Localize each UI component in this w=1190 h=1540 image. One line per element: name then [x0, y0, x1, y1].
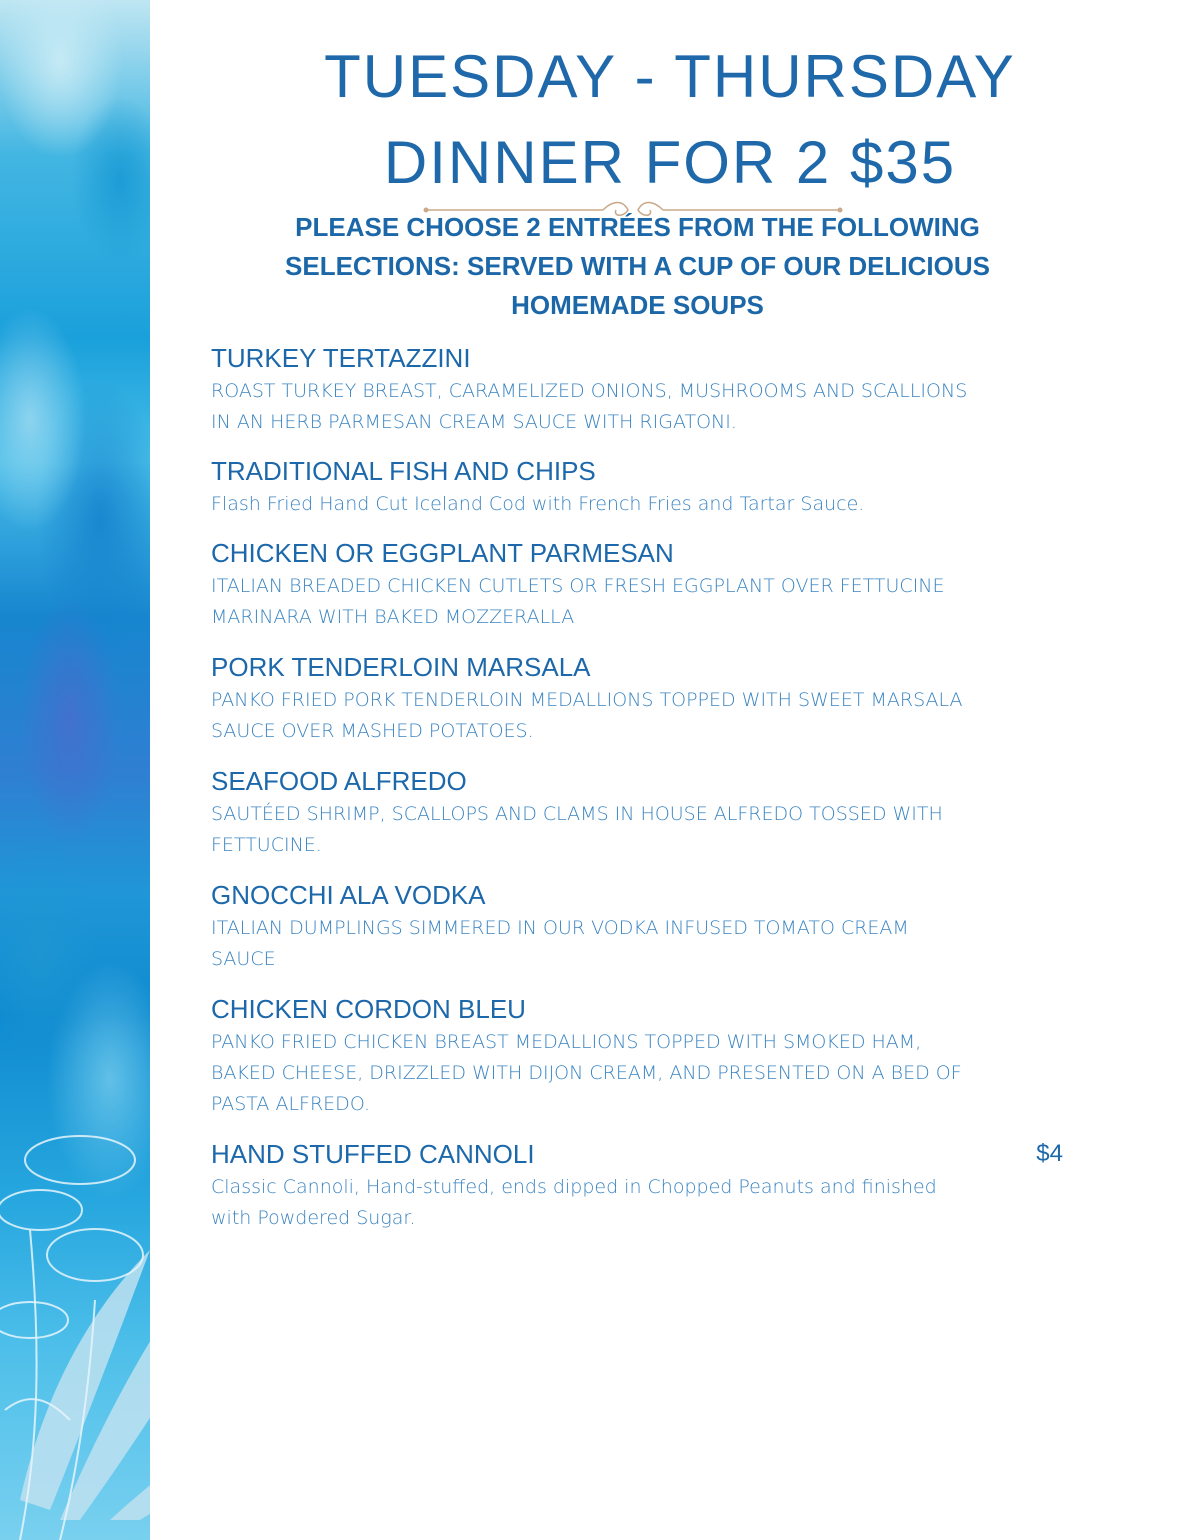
menu-item-description: Flash Fried Hand Cut Iceland Cod with French Fries and Tartar Sauce.: [211, 493, 865, 515]
menu-item-description: ROAST TURKEY BREAST, CARAMELIZED ONIONS, MUSHROOMS AND SCALLIONS IN AN HERB PARMESAN CREAM SAUCE WITH RIGATONI.: [211, 380, 968, 433]
menu-item-description: Classic Cannoli, Hand-stuffed, ends dipped in Chopped Peanuts and finished with Powdered Sugar.: [211, 1176, 937, 1229]
menu-item-price: $4: [1036, 1140, 1063, 1167]
menu-item-name: PORK TENDERLOIN MARSALA: [211, 652, 591, 682]
leaf-illustration: [0, 1080, 150, 1540]
watercolor-sidebar: [0, 0, 150, 1540]
menu-item: [211, 340, 1081, 438]
menu-item-description: ITALIAN BREADED CHICKEN CUTLETS OR FRESH EGGPLANT OVER FETTUCINE MARINARA WITH BAKED MOZZERALLA: [211, 575, 945, 628]
menu-item: [211, 535, 1081, 633]
menu-item-name: CHICKEN CORDON BLEU: [211, 994, 526, 1024]
menu-item-description: SAUTÉED SHRIMP, SCALLOPS AND CLAMS IN HOUSE ALFREDO TOSSED WITH FETTUCINE.: [211, 803, 943, 856]
menu-item-description: PANKO FRIED PORK TENDERLOIN MEDALLIONS TOPPED WITH SWEET MARSALA SAUCE OVER MASHED POTATOES.: [211, 689, 963, 742]
menu-subtitle: PLEASE CHOOSE 2 ENTRÉES FROM THE FOLLOWING SELECTIONS: SERVED WITH A CUP OF OUR DELICIOUS HOMEMADE SOUPS: [285, 212, 990, 320]
menu-item-name: SEAFOOD ALFREDO: [211, 766, 467, 796]
menu-item-name: TRADITIONAL FISH AND CHIPS: [211, 456, 596, 486]
menu-item: [211, 877, 1081, 975]
menu-item: [211, 763, 1081, 861]
menu-list: [211, 340, 1081, 1234]
page-title-line-1: TUESDAY - THURSDAY: [324, 43, 1016, 110]
menu-item-description: ITALIAN DUMPLINGS SIMMERED IN OUR VODKA INFUSED TOMATO CREAM SAUCE: [211, 917, 909, 970]
menu-item-description: PANKO FRIED CHICKEN BREAST MEDALLIONS TOPPED WITH SMOKED HAM, BAKED CHEESE, DRIZZLED WITH DIJON CREAM, AND PRESENTED ON A BED OF PASTA ALFREDO.: [211, 1031, 962, 1115]
menu-item-name: CHICKEN OR EGGPLANT PARMESAN: [211, 538, 674, 568]
menu-item: [211, 453, 1081, 520]
menu-item-name: TURKEY TERTAZZINI: [211, 343, 471, 373]
menu-item: [211, 649, 1081, 747]
menu-item: [211, 991, 1081, 1120]
menu-item: [211, 1136, 1081, 1234]
page-title-line-2: DINNER FOR 2 $35: [383, 129, 957, 196]
menu-item-name: HAND STUFFED CANNOLI: [211, 1139, 535, 1169]
menu-item-name: GNOCCHI ALA VODKA: [211, 880, 486, 910]
